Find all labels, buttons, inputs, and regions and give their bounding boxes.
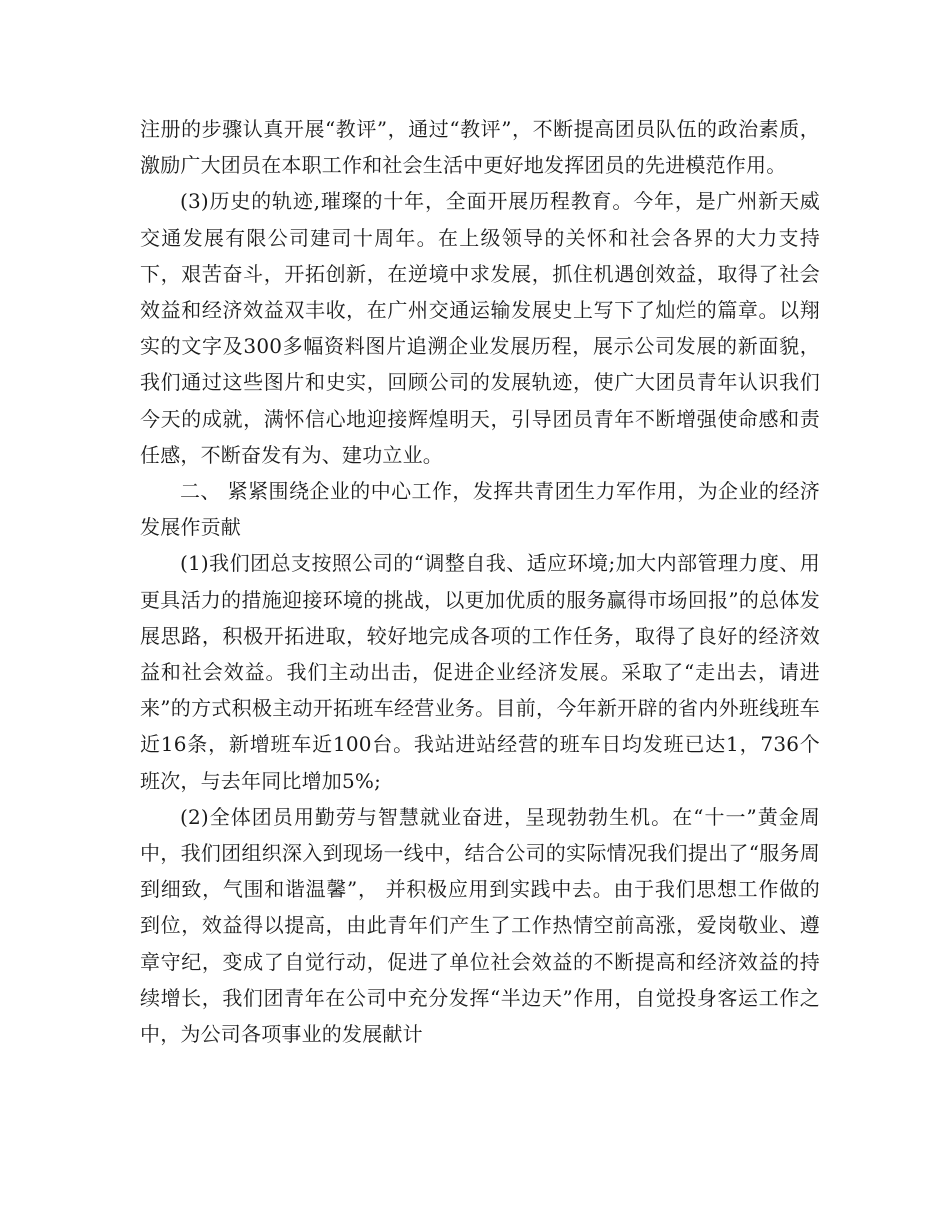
paragraph-history-education: (3)历史的轨迹,璀璨的十年，全面开展历程教育。今年，是广州新天威交通发展有限公司建司十周年。在上级领导的关怀和社会各界的大力支持下，艰苦奋斗，开拓创新，在逆境中求发展，抓住机遇创效益，取得了社会效益和经济效益双丰收，在广州交通运输发展史上写下了灿烂的篇章。以翔实的文字及300多幅资料图片追溯企业发展历程，展示公司发展的新面貌，我们通过这些图片和史实，回顾公司的发展轨迹，使广大团员青年认识我们今天的成就，满怀信心地迎接辉煌明天，引导团员青年不断增强使命感和责任感，不断奋发有为、建功立业。 bbox=[140, 189, 820, 467]
paragraph-continuation: 注册的步骤认真开展“教评”，通过“教评”，不断提高团员队伍的政治素质，激励广大团员在本职工作和社会生活中更好地发挥团员的先进模范作用。 bbox=[140, 117, 820, 178]
section-heading-two: 二、 紧紧围绕企业的中心工作，发挥共青团生力军作用，为企业的经济发展作贡献 bbox=[140, 479, 820, 540]
paragraph-golden-week: (2)全体团员用勤劳与智慧就业奋进，呈现勃勃生机。在“十一”黄金周中，我们团组织深入到现场一线中，结合公司的实际情况我们提出了“服务周到细致，气围和谐温馨”， 并积极应用到实践中去。由于我们思想工作做的到位，效益得以提高，由此青年们产生了工作热情空前高涨，爱岗敬业、遵章守纪，变成了自觉行动，促进了单位社会效益的不断提高和经济效益的持续增长，我们团青年在公司中充分发挥“半边天”作用，自觉投身客运工作之中，为公司各项事业的发展献计 bbox=[140, 804, 820, 1047]
document-body bbox=[140, 111, 820, 1052]
paragraph-economic-development: (1)我们团总支按照公司的“调整自我、适应环境;加大内部管理力度、用更具活力的措施迎接环境的挑战，以更加优质的服务赢得市场回报”的总体发展思路，积极开拓进取，较好地完成各项的工作任务，取得了良好的经济效益和社会效益。我们主动出击，促进企业经济发展。采取了“走出去，请进来”的方式积极主动开拓班车经营业务。目前，今年新开辟的省内外班线班车近16条，新增班车近100台。我站进站经营的班车日均发班已达1，736个班次，与去年同比增加5%; bbox=[140, 551, 820, 793]
